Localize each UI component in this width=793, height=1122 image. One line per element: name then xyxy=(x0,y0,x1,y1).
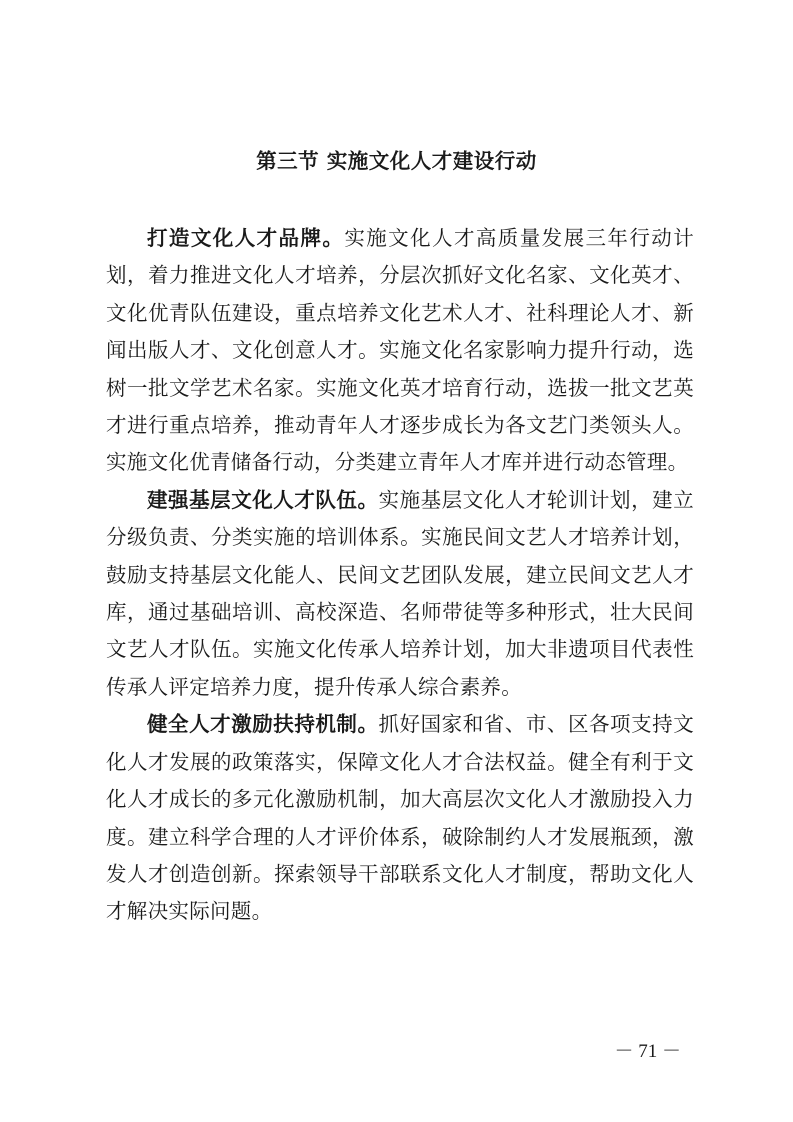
page-number: － 71 － xyxy=(614,1041,681,1062)
paragraph-incentive-mechanism xyxy=(106,706,694,930)
paragraph-text: 抓好国家和省、市、区各项支持文化人才发展的政策落实，保障文化人才合法权益。健全有利于文化人才成长的多元化激励机制，加大高层次文化人才激励投入力度。建立科学合理的人才评价体系，破除制约人才发展瓶颈，激发人才创造创新。探索领导干部联系文化人才制度，帮助文化人才解决实际问题。 xyxy=(106,712,694,924)
paragraph-heading: 建强基层文化人才队伍。 xyxy=(147,487,379,512)
paragraph-text: 实施文化人才高质量发展三年行动计划，着力推进文化人才培养，分层次抓好文化名家、文化英才、文化优青队伍建设，重点培养文化艺术人才、社科理论人才、新闻出版人才、文化创意人才。实施文化名家影响力提升行动，选树一批文学艺术名家。实施文化英才培育行动，选拔一批文艺英才进行重点培养，推动青年人才逐步成长为各文艺门类领头人。实施文化优青储备行动，分类建立青年人才库并进行动态管理。 xyxy=(106,226,694,475)
paragraph-text: 实施基层文化人才轮训计划，建立分级负责、分类实施的培训体系。实施民间文艺人才培养计划，鼓励支持基层文化能人、民间文艺团队发展，建立民间文艺人才库，通过基础培训、高校深造、名师带徒等多种形式，壮大民间文艺人才队伍。实施文化传承人培养计划，加大非遗项目代表性传承人评定培养力度，提升传承人综合素养。 xyxy=(106,487,694,699)
body-text xyxy=(106,220,694,931)
paragraph-grassroots-team xyxy=(106,482,694,706)
paragraph-talent-brand xyxy=(106,220,694,482)
section-title: 第三节 实施文化人才建设行动 xyxy=(256,149,537,173)
paragraph-heading: 健全人才激励扶持机制。 xyxy=(147,712,379,737)
paragraph-heading: 打造文化人才品牌。 xyxy=(147,226,345,250)
